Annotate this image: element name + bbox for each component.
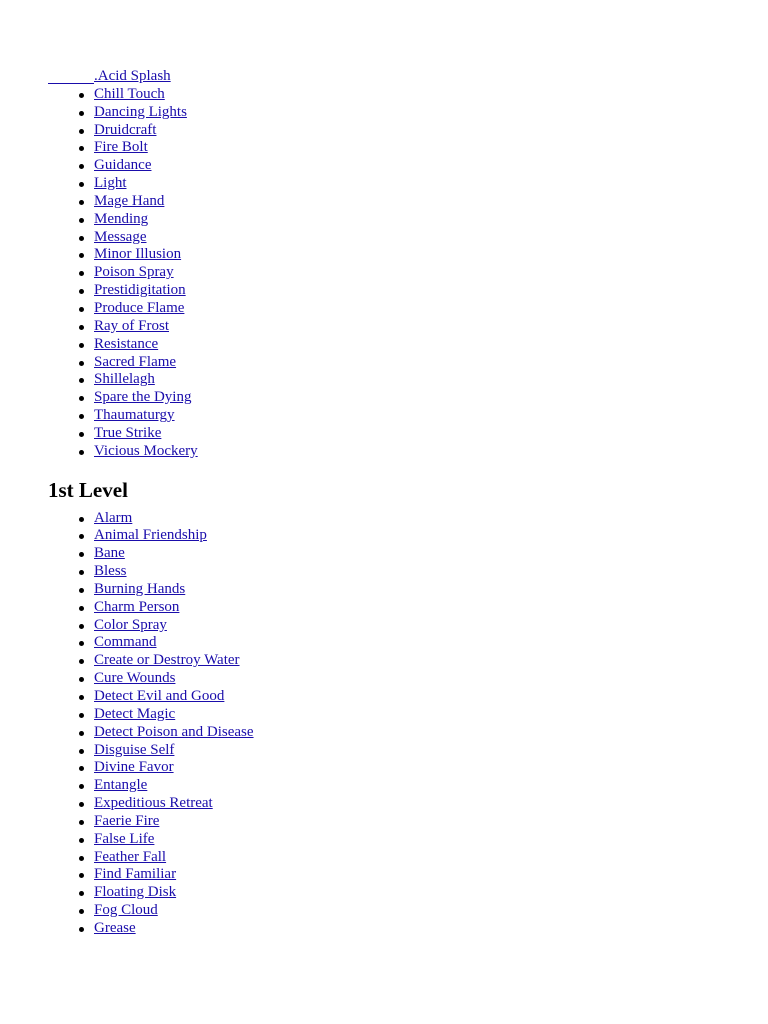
spell-link-mending[interactable]: Mending bbox=[94, 210, 149, 227]
bullet-icon bbox=[79, 93, 84, 98]
bullet-icon bbox=[79, 927, 84, 932]
bullet-icon bbox=[79, 111, 84, 116]
list-item bbox=[48, 724, 748, 742]
bullet-icon bbox=[79, 784, 84, 789]
spell-link-command[interactable]: Command bbox=[94, 634, 157, 651]
list-item bbox=[48, 652, 748, 670]
list-item bbox=[48, 193, 748, 211]
spell-link-fire-bolt[interactable]: Fire Bolt bbox=[94, 139, 148, 156]
spell-link-animal-friendship[interactable]: Animal Friendship bbox=[94, 527, 207, 544]
spell-link-grease[interactable]: Grease bbox=[94, 919, 136, 936]
level-1-heading: 1st Level bbox=[48, 477, 128, 502]
bullet-icon bbox=[79, 414, 84, 419]
spell-link-true-strike[interactable]: True Strike bbox=[94, 424, 162, 441]
spell-link-shillelagh[interactable]: Shillelagh bbox=[94, 371, 155, 388]
spell-link-find-familiar[interactable]: Find Familiar bbox=[94, 866, 177, 883]
bullet-icon bbox=[79, 378, 84, 383]
spell-link-resistance[interactable]: Resistance bbox=[94, 335, 159, 352]
bullet-icon bbox=[79, 517, 84, 522]
bullet-icon bbox=[79, 731, 84, 736]
list-item bbox=[48, 849, 748, 867]
spell-link-detect-poison-and-disease[interactable]: Detect Poison and Disease bbox=[94, 723, 254, 740]
spell-link-druidcraft[interactable]: Druidcraft bbox=[94, 121, 157, 138]
spell-list-page bbox=[48, 68, 748, 938]
bullet-icon bbox=[79, 713, 84, 718]
list-item bbox=[48, 777, 748, 795]
list-item bbox=[48, 246, 748, 264]
spell-link-burning-hands[interactable]: Burning Hands bbox=[94, 580, 186, 597]
list-item bbox=[48, 902, 748, 920]
spell-link-ray-of-frost[interactable]: Ray of Frost bbox=[94, 317, 169, 334]
list-item bbox=[48, 866, 748, 884]
spell-link-minor-illusion[interactable]: Minor Illusion bbox=[94, 246, 182, 263]
bullet-icon bbox=[79, 873, 84, 878]
bullet-icon bbox=[79, 570, 84, 575]
list-item bbox=[48, 354, 748, 372]
bullet-icon bbox=[79, 182, 84, 187]
list-item bbox=[48, 742, 748, 760]
list-item bbox=[48, 211, 748, 229]
spell-link-poison-spray[interactable]: Poison Spray bbox=[94, 264, 174, 281]
spell-link-bless[interactable]: Bless bbox=[94, 563, 127, 580]
bullet-icon bbox=[79, 641, 84, 646]
list-item bbox=[48, 389, 748, 407]
bullet-icon bbox=[79, 820, 84, 825]
list-item bbox=[48, 706, 748, 724]
spell-link-charm-person[interactable]: Charm Person bbox=[94, 598, 180, 615]
spell-link-disguise-self[interactable]: Disguise Self bbox=[94, 741, 175, 758]
list-item bbox=[48, 336, 748, 354]
list-item bbox=[48, 122, 748, 140]
list-item bbox=[48, 831, 748, 849]
bullet-icon bbox=[79, 838, 84, 843]
bullet-icon bbox=[79, 624, 84, 629]
bullet-icon bbox=[79, 891, 84, 896]
list-item bbox=[48, 371, 748, 389]
bullet-icon bbox=[79, 218, 84, 223]
bullet-icon bbox=[79, 361, 84, 366]
spell-link-chill-touch[interactable]: Chill Touch bbox=[94, 85, 165, 102]
list-item bbox=[48, 157, 748, 175]
link-underline-fragment bbox=[48, 83, 94, 84]
list-item bbox=[48, 104, 748, 122]
bullet-icon bbox=[79, 253, 84, 258]
list-item bbox=[48, 300, 748, 318]
bullet-icon bbox=[79, 236, 84, 241]
spell-link-vicious-mockery[interactable]: Vicious Mockery bbox=[94, 442, 198, 459]
list-item bbox=[48, 759, 748, 777]
list-item bbox=[48, 545, 748, 563]
bullet-icon bbox=[79, 200, 84, 205]
spell-link-faerie-fire[interactable]: Faerie Fire bbox=[94, 812, 160, 829]
bullet-icon bbox=[79, 396, 84, 401]
spell-link-detect-magic[interactable]: Detect Magic bbox=[94, 705, 176, 722]
bullet-icon bbox=[79, 307, 84, 312]
list-item bbox=[48, 510, 748, 528]
list-item bbox=[48, 795, 748, 813]
bullet-icon bbox=[79, 325, 84, 330]
spell-link-guidance[interactable]: Guidance bbox=[94, 157, 152, 174]
list-item bbox=[48, 920, 748, 938]
spell-link-mage-hand[interactable]: Mage Hand bbox=[94, 192, 165, 209]
bullet-icon bbox=[79, 534, 84, 539]
spell-link-sacred-flame[interactable]: Sacred Flame bbox=[94, 353, 177, 370]
spell-link-fog-cloud[interactable]: Fog Cloud bbox=[94, 902, 158, 919]
list-item bbox=[48, 407, 748, 425]
spell-link-alarm[interactable]: Alarm bbox=[94, 509, 133, 526]
spell-link-feather-fall[interactable]: Feather Fall bbox=[94, 848, 167, 865]
bullet-icon bbox=[79, 606, 84, 611]
spell-link-expeditious-retreat[interactable]: Expeditious Retreat bbox=[94, 795, 213, 812]
list-item bbox=[48, 139, 748, 157]
spell-link-acid-splash[interactable]: .Acid Splash bbox=[94, 68, 171, 84]
spell-link-light[interactable]: Light bbox=[94, 175, 127, 192]
list-item bbox=[48, 670, 748, 688]
bullet-icon bbox=[79, 802, 84, 807]
bullet-icon bbox=[79, 749, 84, 754]
spell-link-spare-the-dying[interactable]: Spare the Dying bbox=[94, 389, 192, 406]
list-item bbox=[48, 688, 748, 706]
bullet-icon bbox=[79, 164, 84, 169]
list-item bbox=[48, 443, 748, 461]
level-1-spell-list bbox=[48, 510, 748, 938]
list-item bbox=[48, 617, 748, 635]
spell-link-cure-wounds[interactable]: Cure Wounds bbox=[94, 670, 176, 687]
list-item bbox=[48, 229, 748, 247]
bullet-icon bbox=[79, 677, 84, 682]
bullet-icon bbox=[79, 432, 84, 437]
spell-link-detect-evil-and-good[interactable]: Detect Evil and Good bbox=[94, 688, 225, 704]
bullet-icon bbox=[79, 659, 84, 664]
list-item bbox=[48, 813, 748, 831]
spell-link-divine-favor[interactable]: Divine Favor bbox=[94, 759, 174, 776]
bullet-icon bbox=[79, 343, 84, 348]
bullet-icon bbox=[79, 695, 84, 700]
list-item bbox=[48, 634, 748, 652]
spell-link-create-or-destroy-water[interactable]: Create or Destroy Water bbox=[94, 652, 240, 669]
list-item bbox=[48, 175, 748, 193]
spell-link-floating-disk[interactable]: Floating Disk bbox=[94, 884, 177, 901]
list-item bbox=[48, 884, 748, 902]
list-item bbox=[48, 581, 748, 599]
bullet-icon bbox=[79, 588, 84, 593]
list-item bbox=[48, 527, 748, 545]
list-item bbox=[48, 264, 748, 282]
bullet-icon bbox=[79, 856, 84, 861]
spell-link-false-life[interactable]: False Life bbox=[94, 830, 155, 847]
bullet-icon bbox=[79, 271, 84, 276]
list-item bbox=[48, 563, 748, 581]
cantrip-first-item bbox=[48, 68, 748, 86]
list-item bbox=[48, 86, 748, 104]
bullet-icon bbox=[79, 909, 84, 914]
list-item bbox=[48, 599, 748, 617]
list-item bbox=[48, 282, 748, 300]
bullet-icon bbox=[79, 129, 84, 134]
spell-link-entangle[interactable]: Entangle bbox=[94, 777, 148, 794]
bullet-icon bbox=[79, 766, 84, 771]
bullet-icon bbox=[79, 552, 84, 557]
bullet-icon bbox=[79, 146, 84, 151]
cantrip-spell-list bbox=[48, 86, 748, 461]
list-item bbox=[48, 318, 748, 336]
list-item bbox=[48, 425, 748, 443]
spell-link-message[interactable]: Message bbox=[94, 228, 147, 245]
bullet-icon bbox=[79, 450, 84, 455]
spell-link-dancing-lights[interactable]: Dancing Lights bbox=[94, 103, 187, 120]
spell-link-produce-flame[interactable]: Produce Flame bbox=[94, 299, 185, 316]
spell-link-color-spray[interactable]: Color Spray bbox=[94, 616, 167, 633]
bullet-icon bbox=[79, 289, 84, 294]
spell-link-thaumaturgy[interactable]: Thaumaturgy bbox=[94, 407, 175, 424]
spell-link-prestidigitation[interactable]: Prestidigitation bbox=[94, 282, 186, 299]
spell-link-bane[interactable]: Bane bbox=[94, 545, 125, 562]
